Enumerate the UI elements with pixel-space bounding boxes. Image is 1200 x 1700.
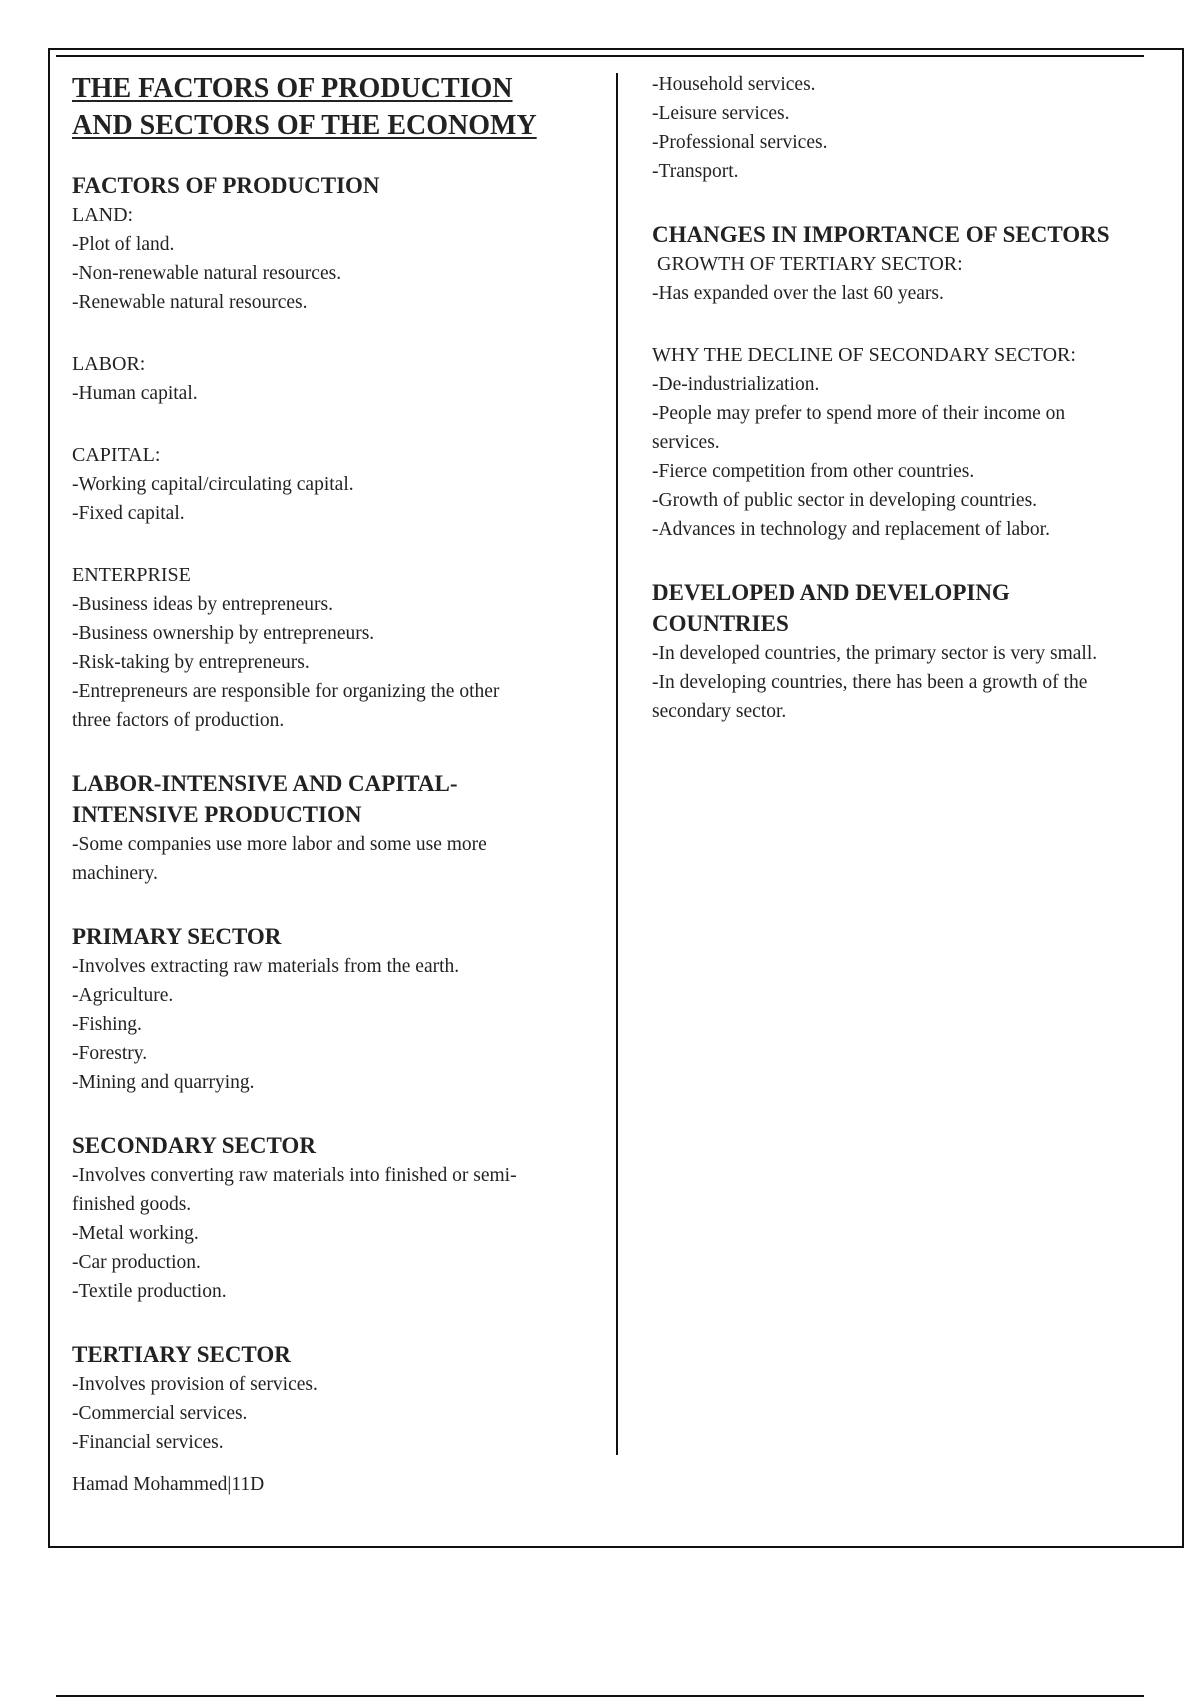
list-item: finished goods. <box>72 1194 192 1215</box>
document-title <box>72 70 607 144</box>
list-item: -In developing countries, there has been a growth of the <box>652 672 1088 693</box>
list-item: -People may prefer to spend more of their income on <box>652 403 1066 424</box>
bottom-rule <box>56 1695 1144 1697</box>
developed-heading-1: DEVELOPED AND DEVELOPING <box>652 580 1010 605</box>
list-item: -Professional services. <box>652 132 828 153</box>
labor-intensive-section <box>72 768 607 888</box>
list-item: -Transport. <box>652 161 739 182</box>
labor-intensive-heading-2: INTENSIVE PRODUCTION <box>72 802 362 827</box>
list-item: -Financial services. <box>72 1432 224 1453</box>
list-item: -In developed countries, the primary sector is very small. <box>652 643 1098 664</box>
list-item: -De-industrialization. <box>652 374 820 395</box>
list-item: services. <box>652 432 720 453</box>
list-item: -Growth of public sector in developing countries. <box>652 490 1038 511</box>
left-column <box>72 70 607 1457</box>
list-item: -Forestry. <box>72 1043 148 1064</box>
secondary-section <box>72 1130 607 1306</box>
list-item: -Business ideas by entrepreneurs. <box>72 594 334 615</box>
list-item: machinery. <box>72 863 158 884</box>
list-item: -Some companies use more labor and some use more <box>72 834 487 855</box>
labor-intensive-heading-1: LABOR-INTENSIVE AND CAPITAL- <box>72 771 458 796</box>
list-item: -Plot of land. <box>72 234 175 255</box>
list-item: -Household services. <box>652 74 816 95</box>
list-item: three factors of production. <box>72 710 285 731</box>
list-item: -Metal working. <box>72 1223 199 1244</box>
list-item: -Involves extracting raw materials from the earth. <box>72 956 460 977</box>
list-item: -Fixed capital. <box>72 503 185 524</box>
growth-label: GROWTH OF TERTIARY SECTOR: <box>657 253 963 275</box>
list-item: secondary sector. <box>652 701 787 722</box>
factors-heading: FACTORS OF PRODUCTION <box>72 173 380 198</box>
list-item: -Car production. <box>72 1252 201 1273</box>
tertiary-section <box>72 1339 607 1457</box>
list-item: -Involves converting raw materials into finished or semi- <box>72 1165 517 1186</box>
capital-label: CAPITAL: <box>72 444 161 466</box>
list-item: -Fishing. <box>72 1014 142 1035</box>
primary-heading: PRIMARY SECTOR <box>72 924 282 949</box>
right-column <box>652 70 1172 726</box>
list-item: -Renewable natural resources. <box>72 292 308 313</box>
column-divider <box>616 73 618 1455</box>
list-item: -Risk-taking by entrepreneurs. <box>72 652 310 673</box>
land-label: LAND: <box>72 204 134 226</box>
list-item: -Working capital/circulating capital. <box>72 474 354 495</box>
list-item: -Advances in technology and replacement of labor. <box>652 519 1050 540</box>
list-item: -Entrepreneurs are responsible for organizing the other <box>72 681 500 702</box>
factors-section <box>72 170 607 735</box>
list-item: -Fierce competition from other countries. <box>652 461 975 482</box>
primary-section <box>72 921 607 1097</box>
list-item: -Commercial services. <box>72 1403 248 1424</box>
list-item: -Textile production. <box>72 1281 227 1302</box>
title-line-2: AND SECTORS OF THE ECONOMY <box>72 110 537 141</box>
title-line-1: THE FACTORS OF PRODUCTION <box>72 73 513 104</box>
secondary-heading: SECONDARY SECTOR <box>72 1133 316 1158</box>
list-item: -Leisure services. <box>652 103 790 124</box>
developed-section <box>652 577 1172 726</box>
list-item: -Mining and quarrying. <box>72 1072 255 1093</box>
tertiary-heading: TERTIARY SECTOR <box>72 1342 291 1367</box>
list-item: -Non-renewable natural resources. <box>72 263 342 284</box>
labor-label: LABOR: <box>72 353 146 375</box>
footer-signature: Hamad Mohammed|11D <box>72 1474 265 1495</box>
enterprise-label: ENTERPRISE <box>72 564 191 586</box>
decline-label: WHY THE DECLINE OF SECONDARY SECTOR: <box>652 344 1076 366</box>
list-item: -Agriculture. <box>72 985 174 1006</box>
changes-section <box>652 219 1172 544</box>
list-item: -Involves provision of services. <box>72 1374 318 1395</box>
list-item: -Human capital. <box>72 383 198 404</box>
list-item: -Business ownership by entrepreneurs. <box>72 623 375 644</box>
changes-heading: CHANGES IN IMPORTANCE OF SECTORS <box>652 222 1110 247</box>
developed-heading-2: COUNTRIES <box>652 611 789 636</box>
list-item: -Has expanded over the last 60 years. <box>652 283 944 304</box>
tertiary-continued <box>652 70 1172 186</box>
